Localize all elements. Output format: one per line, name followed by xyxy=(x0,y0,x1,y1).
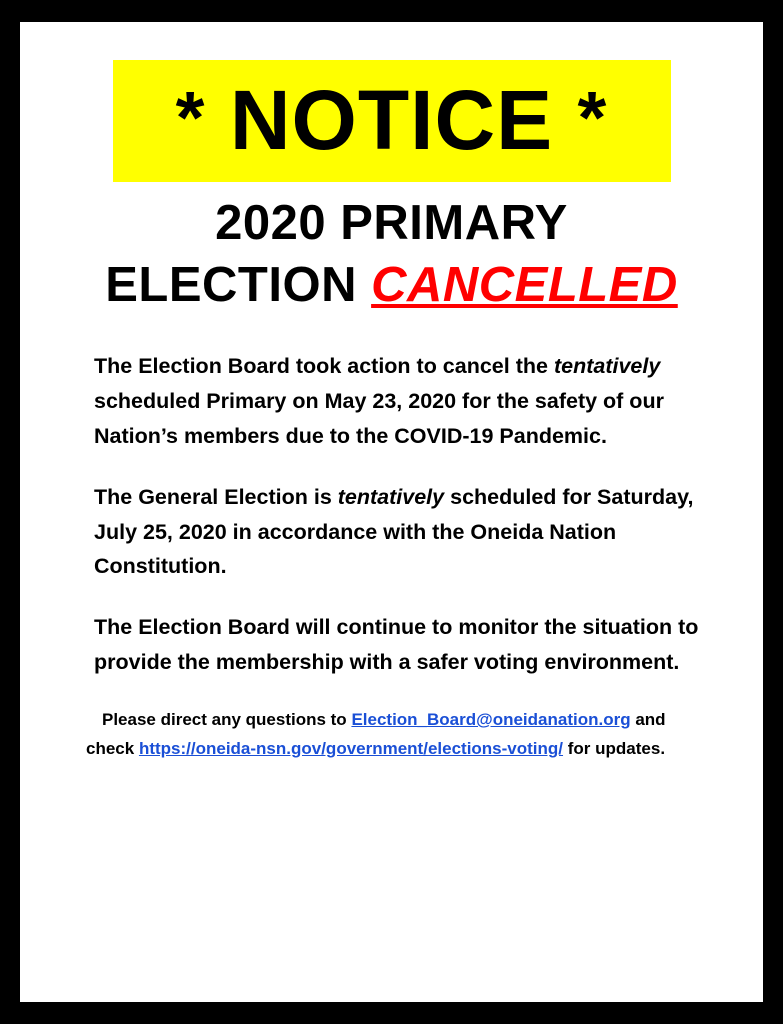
page-title xyxy=(64,194,719,316)
p1-italic-tentatively: tentatively xyxy=(553,354,661,379)
p1-part2: scheduled Primary on May 23, 2020 for the safety of our Nation’s members due to the COVID-19 Pandemic. xyxy=(94,389,664,448)
headline-line-2 xyxy=(64,256,719,316)
paragraph-primary-cancellation xyxy=(94,349,709,453)
footnote-prefix: Please direct any questions to xyxy=(102,709,347,729)
headline-election-word: ELECTION xyxy=(105,257,357,312)
body-text xyxy=(64,349,719,680)
headline-line-1: 2020 PRIMARY xyxy=(215,195,568,250)
footnote-middle: and check xyxy=(86,709,666,758)
cancelled-emphasis: CANCELLED xyxy=(371,257,678,312)
notice-banner xyxy=(113,60,671,182)
p2-part2: scheduled for Saturday, July 25, 2020 in accordance with the Oneida Nation Constitution. xyxy=(94,484,694,579)
elections-voting-url-link[interactable]: https://oneida-nsn.gov/government/elections-voting/ xyxy=(138,738,564,758)
email-link[interactable]: Election_Board@oneidanation.org xyxy=(351,709,631,729)
banner-right-star-icon: * xyxy=(577,76,608,159)
footnote-suffix: for updates. xyxy=(567,738,666,758)
p2-part1: The General Election is xyxy=(94,484,332,509)
footnote-contact xyxy=(64,706,719,763)
p1-part1: The Election Board took action to cancel the xyxy=(94,354,548,379)
paragraph-monitoring: The Election Board will continue to monitor the situation to provide the membership with a safer voting environment. xyxy=(94,615,699,675)
banner-title: NOTICE xyxy=(229,73,554,167)
poster-content xyxy=(20,22,763,1002)
banner-left-star-icon: * xyxy=(175,76,206,159)
paragraph-general-election xyxy=(94,480,709,584)
p2-italic-tentatively: tentatively xyxy=(337,484,445,509)
